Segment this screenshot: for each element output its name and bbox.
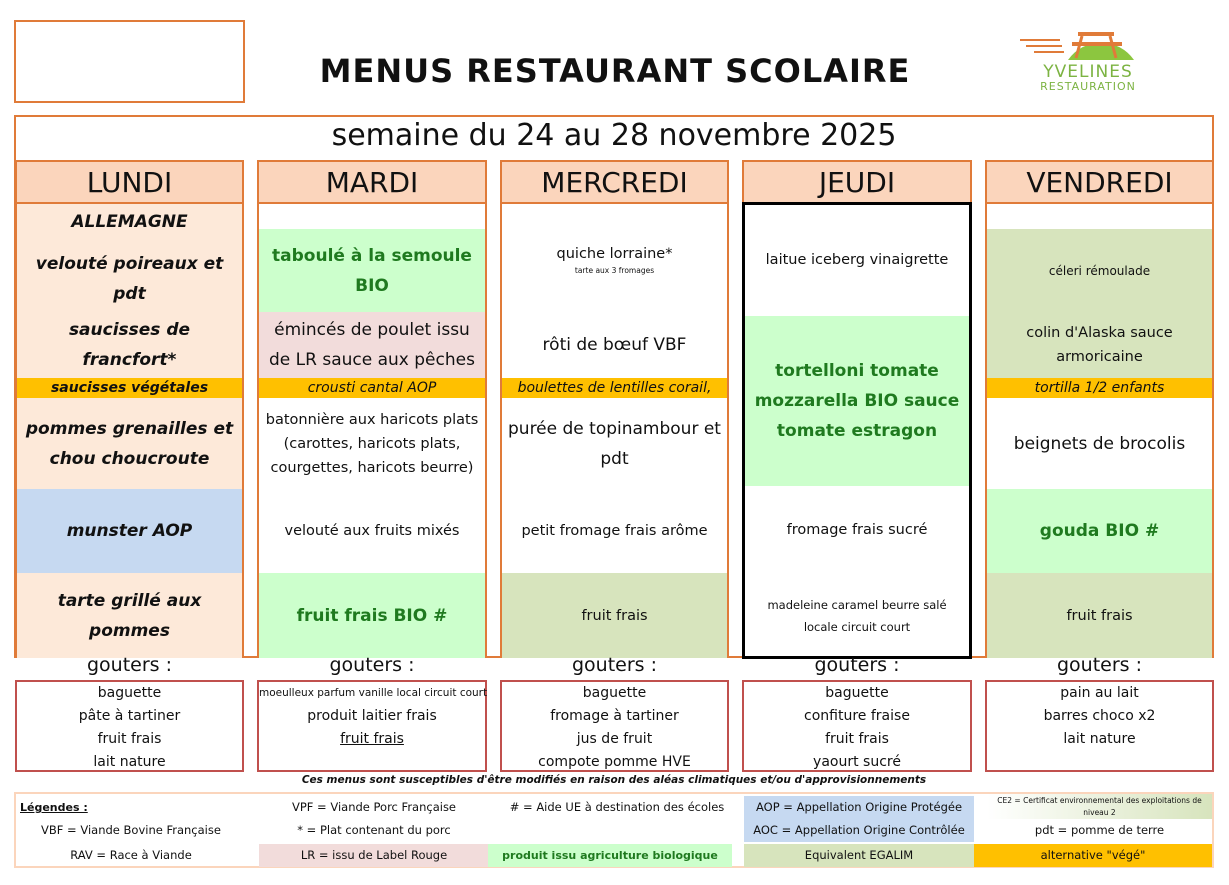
gouters-label-mardi: gouters : <box>329 654 415 676</box>
jeudi-highlight-frame <box>742 202 972 659</box>
column-lundi <box>15 204 244 658</box>
legend-egalim: Equivalent EGALIM <box>744 844 974 867</box>
mercredi-laitage: petit fromage frais arôme <box>521 523 708 539</box>
day-header-mardi: MARDI <box>257 160 487 204</box>
mardi-garniture-cell <box>259 398 485 489</box>
day-header-vendredi: VENDREDI <box>985 160 1214 204</box>
vendredi-entree: céleri rémoulade <box>1048 263 1151 278</box>
vendredi-alt-cell <box>987 378 1212 398</box>
day-header-jeudi: JEUDI <box>742 160 972 204</box>
vendredi-laitage-cell <box>987 489 1212 573</box>
gouters-label-jeudi: gouters : <box>814 654 900 676</box>
gouter-item: fruit frais <box>825 731 889 747</box>
gouter-item: baguette <box>97 685 162 701</box>
jeudi-dessert: madeleine caramel beurre salé locale circuit court <box>767 597 947 634</box>
gouters-label-lundi: gouters : <box>86 654 173 676</box>
mardi-plat-cell <box>259 312 485 378</box>
vendredi-alt: tortilla 1/2 enfants <box>1034 380 1165 396</box>
logo-placeholder-box <box>14 20 245 103</box>
gouter-item: fruit frais <box>340 731 404 747</box>
mercredi-plat-cell <box>502 312 727 378</box>
legend-aop: AOP = Appellation Origine Protégée <box>744 796 974 819</box>
mercredi-garniture: purée de topinambour et pdt <box>508 418 721 469</box>
page-title: MENUS RESTAURANT SCOLAIRE <box>319 52 911 90</box>
legend-bio: produit issu agriculture biologique <box>488 844 732 867</box>
legend-pdt: pdt = pomme de terre <box>1034 823 1165 837</box>
vendredi-laitage: gouda BIO # <box>1039 521 1160 541</box>
mardi-laitage: velouté aux fruits mixés <box>284 523 460 539</box>
gouter-item: baguette <box>582 685 647 701</box>
mercredi-entree-cell <box>502 204 727 312</box>
gouter-item: produit laitier frais <box>307 708 437 724</box>
lundi-dessert: tarte grillé aux pommes <box>57 590 202 641</box>
lundi-entree: velouté poireaux et pdt <box>35 254 224 304</box>
gouter-item: fromage à tartiner <box>550 708 679 724</box>
lundi-alt: saucisses végétales <box>50 380 209 396</box>
gouter-item: lait nature <box>1063 731 1136 747</box>
column-mercredi <box>500 204 729 658</box>
vendredi-plat-cell <box>987 312 1212 378</box>
mardi-alt: crousti cantal AOP <box>307 380 437 396</box>
lundi-alt-cell <box>17 378 242 398</box>
gouter-item: confiture fraise <box>804 708 910 724</box>
gouter-item: lait nature <box>93 754 166 770</box>
jeudi-plat: tortelloni tomate mozzarella BIO sauce tomate estragon <box>754 361 960 441</box>
gouter-item: yaourt sucré <box>813 754 901 770</box>
jeudi-entree: laitue iceberg vinaigrette <box>765 252 949 268</box>
column-mardi <box>257 204 487 658</box>
gouter-item: pâte à tartiner <box>78 708 181 724</box>
mardi-dessert-cell <box>259 573 485 658</box>
vendredi-entree-cell <box>987 229 1212 312</box>
mardi-spacer <box>259 204 485 229</box>
lundi-plat: saucisses de francfort* <box>68 320 191 370</box>
jeudi-laitage: fromage frais sucré <box>786 521 928 538</box>
mardi-entree-cell <box>259 229 485 312</box>
day-header-mercredi: MERCREDI <box>500 160 729 204</box>
mercredi-laitage-cell <box>502 489 727 573</box>
vendredi-garniture-cell <box>987 398 1212 489</box>
week-title: semaine du 24 au 28 novembre 2025 <box>331 118 897 153</box>
mardi-plat: émincés de poulet issu de LR sauce aux pêches <box>269 320 475 370</box>
lundi-garniture-cell <box>17 398 242 489</box>
mardi-alt-cell <box>259 378 485 398</box>
mercredi-entree: quiche lorraine* <box>556 245 673 262</box>
vendredi-garniture: beignets de brocolis <box>1013 433 1186 454</box>
legend-vege: alternative "végé" <box>974 844 1212 867</box>
gouter-item: baguette <box>825 685 889 701</box>
lundi-laitage: munster AOP <box>66 521 193 541</box>
mercredi-entree-note: tarte aux 3 fromages <box>574 265 655 275</box>
logo-text-restauration: RESTAURATION <box>1040 80 1136 93</box>
lundi-theme: ALLEMAGNE <box>71 212 188 232</box>
gouters-box-jeudi <box>742 680 972 772</box>
legend-box <box>14 792 1214 868</box>
gouters-box-lundi <box>15 680 244 772</box>
gouters-box-vendredi <box>985 680 1214 772</box>
legend-aide-ue: # = Aide UE à destination des écoles <box>509 800 725 814</box>
lundi-garniture: pommes grenailles et chou choucroute <box>25 418 234 469</box>
mardi-dessert: fruit frais BIO # <box>296 605 448 626</box>
mardi-garniture: batonnière aux haricots plats (carottes, haricots plats, courgettes, haricots beurre) <box>265 411 479 476</box>
lundi-plat-cell <box>17 312 242 378</box>
vendredi-dessert-cell <box>987 573 1212 658</box>
day-header-lundi: LUNDI <box>15 160 244 204</box>
lundi-dessert-cell <box>17 573 242 658</box>
mercredi-alt-cell <box>502 378 727 398</box>
gouters-box-mercredi <box>500 680 729 772</box>
mercredi-garniture-cell <box>502 398 727 489</box>
gouters-label-vendredi: gouters : <box>1056 654 1143 676</box>
legend-vbf: VBF = Viande Bovine Française <box>41 823 221 837</box>
gouter-item: barres choco x2 <box>1043 708 1156 724</box>
gouter-item: jus de fruit <box>576 731 653 747</box>
mardi-laitage-cell <box>259 489 485 573</box>
mardi-entree: taboulé à la semoule BIO <box>272 245 472 296</box>
legend-label-rouge: LR = issu de Label Rouge <box>259 844 489 867</box>
gouters-box-mardi <box>257 680 487 772</box>
mercredi-dessert-cell <box>502 573 727 658</box>
legend-aoc: AOC = Appellation Origine Contrôlée <box>744 819 974 842</box>
disclaimer-text: Ces menus sont susceptibles d'être modifiés en raison des aléas climatiques et/ou d'approvisionnements <box>301 774 927 786</box>
legend-porc: * = Plat contenant du porc <box>297 823 451 837</box>
mercredi-dessert: fruit frais <box>581 607 648 624</box>
gouter-item: fruit frais <box>97 731 162 747</box>
legend-vpf: VPF = Viande Porc Française <box>291 800 457 814</box>
vendredi-spacer <box>987 204 1212 229</box>
logo-text-yvelines: YVELINES <box>1043 62 1133 82</box>
lundi-entree-cell <box>17 204 242 312</box>
gouter-item: compote pomme HVE <box>538 754 691 770</box>
mercredi-plat: rôti de bœuf VBF <box>542 335 687 355</box>
legend-ce2: CE2 = Certificat environnemental des exploitations de niveau 2 <box>987 794 1212 819</box>
gouters-label-mercredi: gouters : <box>571 654 658 676</box>
vendredi-plat: colin d'Alaska sauce armoricaine <box>1026 325 1173 365</box>
column-vendredi <box>985 204 1214 658</box>
gouter-item: moeulleux parfum vanille local circuit court <box>259 687 488 699</box>
mercredi-alt: boulettes de lentilles corail, <box>517 380 712 396</box>
gouter-item: pain au lait <box>1060 685 1139 701</box>
lundi-laitage-cell <box>17 489 242 573</box>
legend-title: Légendes : <box>20 801 88 814</box>
vendredi-dessert: fruit frais <box>1066 607 1133 624</box>
legend-rav: RAV = Race à Viande <box>70 848 192 862</box>
